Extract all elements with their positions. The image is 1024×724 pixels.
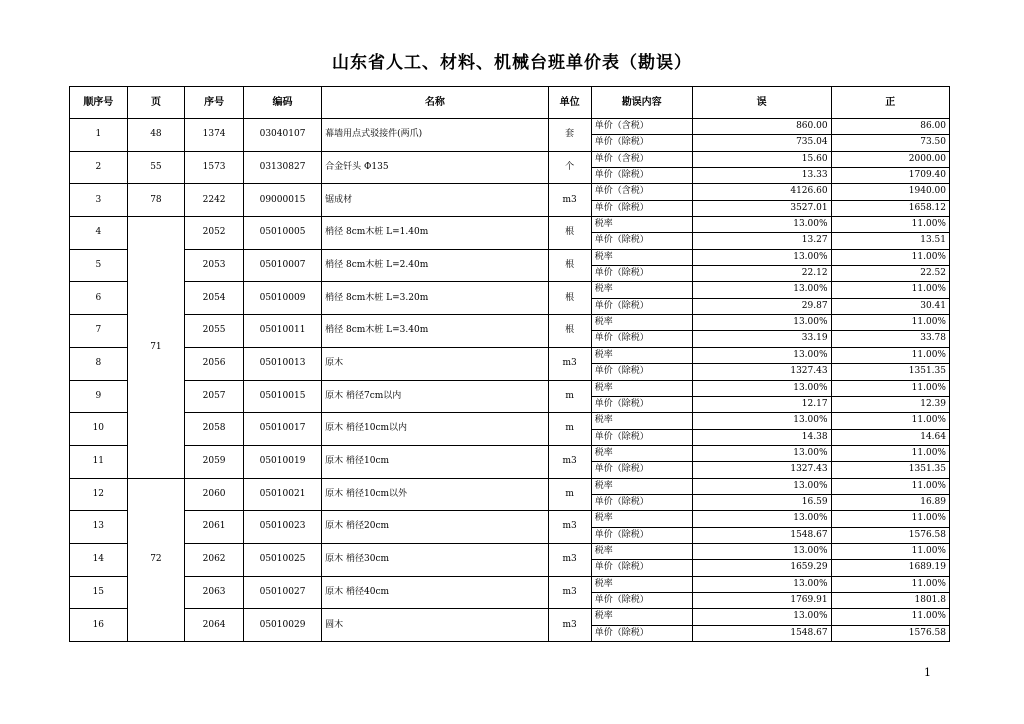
errata-item-cell: 税率 [591,315,692,331]
errata-item-cell: 单价（含税） [591,119,692,135]
order-number-cell: 9 [70,380,128,413]
wrong-value-cell: 1327.43 [692,364,831,380]
unit-cell: 套 [548,119,591,152]
unit-cell: m3 [548,347,591,380]
order-number-cell: 1 [70,119,128,152]
unit-cell: m3 [548,511,591,544]
sequence-cell: 2060 [185,478,244,511]
wrong-value-cell: 13.00% [692,315,831,331]
wrong-value-cell: 13.00% [692,511,831,527]
correct-value-cell: 2000.00 [831,151,949,167]
wrong-value-cell: 12.17 [692,396,831,412]
errata-item-cell: 税率 [591,609,692,625]
unit-cell: m3 [548,609,591,642]
name-cell: 原木 梢径10cm以外 [322,478,548,511]
errata-item-cell: 税率 [591,543,692,559]
errata-item-cell: 税率 [591,217,692,233]
order-number-cell: 7 [70,315,128,348]
header-cell: 正 [831,87,949,119]
wrong-value-cell: 29.87 [692,298,831,314]
header-cell: 名称 [322,87,548,119]
name-cell: 原木 梢径10cm以内 [322,413,548,446]
wrong-value-cell: 13.33 [692,168,831,184]
header-cell: 勘误内容 [591,87,692,119]
order-number-cell: 13 [70,511,128,544]
wrong-value-cell: 13.00% [692,347,831,363]
errata-item-cell: 单价（除税） [591,298,692,314]
wrong-value-cell: 1769.91 [692,592,831,608]
table-row [70,151,950,167]
code-cell: 05010009 [243,282,321,315]
code-cell: 09000015 [243,184,321,217]
sequence-cell: 1374 [185,119,244,152]
wrong-value-cell: 13.00% [692,249,831,265]
header-cell: 顺序号 [70,87,128,119]
correct-value-cell: 11.00% [831,478,949,494]
table-row [70,380,950,396]
code-cell: 05010005 [243,217,321,250]
page-cell: 78 [127,184,185,217]
order-number-cell: 14 [70,543,128,576]
wrong-value-cell: 13.00% [692,217,831,233]
order-number-cell: 10 [70,413,128,446]
correct-value-cell: 1351.35 [831,364,949,380]
errata-item-cell: 税率 [591,380,692,396]
table-row [70,478,950,494]
correct-value-cell: 1709.40 [831,168,949,184]
sequence-cell: 2057 [185,380,244,413]
page-cell: 71 [127,217,185,479]
unit-cell: 根 [548,282,591,315]
header-cell: 编码 [243,87,321,119]
errata-item-cell: 单价（除税） [591,494,692,510]
wrong-value-cell: 13.00% [692,282,831,298]
unit-cell: 根 [548,249,591,282]
errata-item-cell: 单价（除税） [591,200,692,216]
unit-cell: m3 [548,543,591,576]
errata-item-cell: 单价（除税） [591,266,692,282]
page-cell: 72 [127,478,185,641]
order-number-cell: 5 [70,249,128,282]
errata-item-cell: 单价（除税） [591,429,692,445]
name-cell: 原木 梢径10cm [322,445,548,478]
wrong-value-cell: 13.00% [692,413,831,429]
code-cell: 05010017 [243,413,321,446]
unit-cell: m3 [548,576,591,609]
sequence-cell: 2062 [185,543,244,576]
wrong-value-cell: 13.27 [692,233,831,249]
wrong-value-cell: 13.00% [692,478,831,494]
unit-cell: m [548,413,591,446]
errata-item-cell: 单价（除税） [591,462,692,478]
errata-item-cell: 税率 [591,413,692,429]
order-number-cell: 11 [70,445,128,478]
correct-value-cell: 11.00% [831,315,949,331]
code-cell: 05010007 [243,249,321,282]
correct-value-cell: 1576.58 [831,625,949,641]
order-number-cell: 15 [70,576,128,609]
wrong-value-cell: 1548.67 [692,527,831,543]
correct-value-cell: 1689.19 [831,560,949,576]
errata-item-cell: 税率 [591,347,692,363]
errata-item-cell: 单价（除税） [591,331,692,347]
order-number-cell: 4 [70,217,128,250]
correct-value-cell: 11.00% [831,543,949,559]
name-cell: 梢径 8cm木桩 L=2.40m [322,249,548,282]
sequence-cell: 2242 [185,184,244,217]
order-number-cell: 6 [70,282,128,315]
name-cell: 锯成材 [322,184,548,217]
errata-item-cell: 税率 [591,445,692,461]
wrong-value-cell: 4126.60 [692,184,831,200]
name-cell: 幕墙用点式驳接件(两爪) [322,119,548,152]
unit-cell: 根 [548,315,591,348]
page-number: 1 [924,666,931,679]
correct-value-cell: 1658.12 [831,200,949,216]
wrong-value-cell: 1548.67 [692,625,831,641]
code-cell: 03040107 [243,119,321,152]
correct-value-cell: 11.00% [831,217,949,233]
code-cell: 03130827 [243,151,321,184]
table-row [70,315,950,331]
errata-item-cell: 税率 [591,478,692,494]
table-row [70,609,950,625]
correct-value-cell: 11.00% [831,413,949,429]
page-title: 山东省人工、材料、机械台班单价表（勘误） [332,53,692,73]
correct-value-cell: 1351.35 [831,462,949,478]
order-number-cell: 12 [70,478,128,511]
errata-item-cell: 税率 [591,282,692,298]
errata-item-cell: 单价（除税） [591,560,692,576]
sequence-cell: 2059 [185,445,244,478]
unit-cell: m [548,380,591,413]
table-row [70,282,950,298]
correct-value-cell: 11.00% [831,609,949,625]
correct-value-cell: 11.00% [831,249,949,265]
errata-item-cell: 单价（除税） [591,364,692,380]
errata-item-cell: 单价（除税） [591,396,692,412]
name-cell: 圆木 [322,609,548,642]
unit-cell: m3 [548,445,591,478]
sequence-cell: 2064 [185,609,244,642]
errata-item-cell: 单价（除税） [591,592,692,608]
wrong-value-cell: 13.00% [692,576,831,592]
order-number-cell: 16 [70,609,128,642]
header-cell: 单位 [548,87,591,119]
correct-value-cell: 12.39 [831,396,949,412]
errata-item-cell: 单价（含税） [591,151,692,167]
unit-cell: 个 [548,151,591,184]
sequence-cell: 2063 [185,576,244,609]
table-row [70,511,950,527]
wrong-value-cell: 22.12 [692,266,831,282]
code-cell: 05010029 [243,609,321,642]
table-row [70,184,950,200]
name-cell: 原木 [322,347,548,380]
wrong-value-cell: 13.00% [692,380,831,396]
errata-item-cell: 单价（含税） [591,184,692,200]
order-number-cell: 3 [70,184,128,217]
wrong-value-cell: 13.00% [692,543,831,559]
table-row [70,249,950,265]
code-cell: 05010015 [243,380,321,413]
sequence-cell: 2052 [185,217,244,250]
order-number-cell: 8 [70,347,128,380]
sequence-cell: 1573 [185,151,244,184]
unit-cell: m [548,478,591,511]
errata-item-cell: 税率 [591,249,692,265]
correct-value-cell: 11.00% [831,576,949,592]
header-cell: 误 [692,87,831,119]
header-cell: 序号 [185,87,244,119]
name-cell: 合金钎头 Φ135 [322,151,548,184]
correct-value-cell: 86.00 [831,119,949,135]
name-cell: 梢径 8cm木桩 L=1.40m [322,217,548,250]
correct-value-cell: 22.52 [831,266,949,282]
name-cell: 原木 梢径40cm [322,576,548,609]
code-cell: 05010025 [243,543,321,576]
code-cell: 05010013 [243,347,321,380]
correct-value-cell: 1940.00 [831,184,949,200]
name-cell: 梢径 8cm木桩 L=3.40m [322,315,548,348]
code-cell: 05010011 [243,315,321,348]
correct-value-cell: 1576.58 [831,527,949,543]
correct-value-cell: 11.00% [831,282,949,298]
order-number-cell: 2 [70,151,128,184]
code-cell: 05010019 [243,445,321,478]
name-cell: 原木 梢径20cm [322,511,548,544]
code-cell: 05010027 [243,576,321,609]
correct-value-cell: 11.00% [831,511,949,527]
wrong-value-cell: 13.00% [692,609,831,625]
wrong-value-cell: 3527.01 [692,200,831,216]
correct-value-cell: 14.64 [831,429,949,445]
table-row [70,347,950,363]
table-row [70,543,950,559]
table-body [70,119,950,642]
sequence-cell: 2055 [185,315,244,348]
table-row [70,217,950,233]
errata-table [69,86,950,642]
correct-value-cell: 73.50 [831,135,949,151]
wrong-value-cell: 1327.43 [692,462,831,478]
sequence-cell: 2061 [185,511,244,544]
wrong-value-cell: 15.60 [692,151,831,167]
errata-item-cell: 单价（除税） [591,625,692,641]
wrong-value-cell: 16.59 [692,494,831,510]
errata-item-cell: 税率 [591,511,692,527]
wrong-value-cell: 33.19 [692,331,831,347]
errata-item-cell: 单价（除税） [591,233,692,249]
wrong-value-cell: 1659.29 [692,560,831,576]
correct-value-cell: 30.41 [831,298,949,314]
errata-item-cell: 单价（除税） [591,168,692,184]
header-cell: 页 [127,87,185,119]
table-row [70,445,950,461]
sequence-cell: 2056 [185,347,244,380]
correct-value-cell: 16.89 [831,494,949,510]
sequence-cell: 2053 [185,249,244,282]
wrong-value-cell: 13.00% [692,445,831,461]
code-cell: 05010023 [243,511,321,544]
errata-item-cell: 单价（除税） [591,135,692,151]
wrong-value-cell: 14.38 [692,429,831,445]
page-cell: 55 [127,151,185,184]
table-row [70,576,950,592]
sequence-cell: 2058 [185,413,244,446]
name-cell: 原木 梢径7cm以内 [322,380,548,413]
table-row [70,413,950,429]
table-header-row [70,87,950,119]
sequence-cell: 2054 [185,282,244,315]
errata-item-cell: 税率 [591,576,692,592]
wrong-value-cell: 860.00 [692,119,831,135]
name-cell: 梢径 8cm木桩 L=3.20m [322,282,548,315]
page-cell: 48 [127,119,185,152]
correct-value-cell: 13.51 [831,233,949,249]
correct-value-cell: 11.00% [831,380,949,396]
errata-item-cell: 单价（除税） [591,527,692,543]
correct-value-cell: 11.00% [831,347,949,363]
unit-cell: 根 [548,217,591,250]
correct-value-cell: 1801.8 [831,592,949,608]
wrong-value-cell: 735.04 [692,135,831,151]
correct-value-cell: 11.00% [831,445,949,461]
name-cell: 原木 梢径30cm [322,543,548,576]
code-cell: 05010021 [243,478,321,511]
unit-cell: m3 [548,184,591,217]
table-row [70,119,950,135]
correct-value-cell: 33.78 [831,331,949,347]
